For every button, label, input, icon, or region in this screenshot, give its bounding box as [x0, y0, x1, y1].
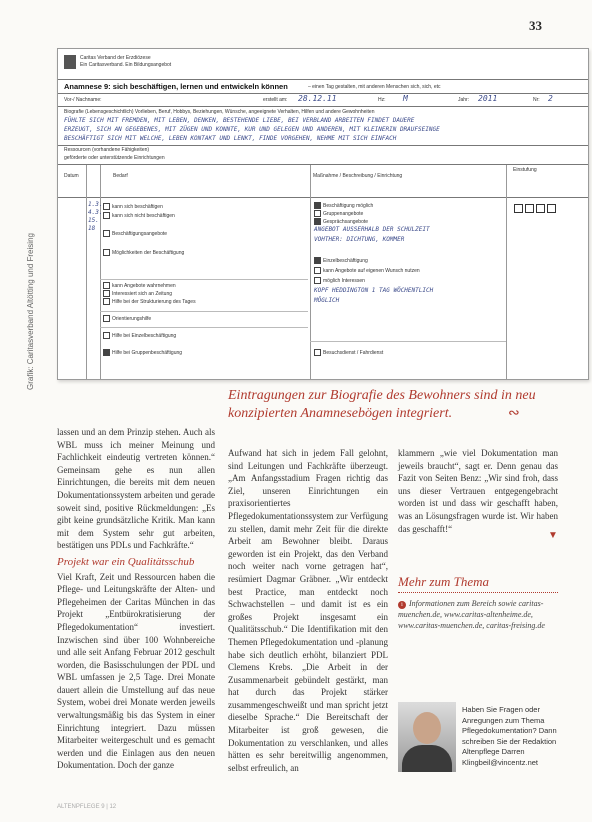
contact-box: Haben Sie Fragen oder Anregungen zum Thema Pflegedokumentation? Dann schreiben Sie der Redaktion Altenpflege Darren Klingbeil@vincentz.net [462, 705, 557, 767]
page-number: 33 [529, 18, 542, 33]
form-col-bedarf: Bedarf [113, 173, 128, 179]
form-rating-boxes [514, 204, 558, 215]
form-created-value: 28.12.11 [298, 94, 337, 103]
form-col-rule [310, 165, 311, 379]
article-paragraph: lassen und an dem Prinzip stehen. Auch als WBL muss ich meiner Meinung und Fachlichkeit eindeutig vertreten können.“ Gemeinsam gehe es nun allen Einrichtungen, die bereits mit dem neuen Dokumentationssystem arbeiten und gerade soweit sind, positive Rückmeldungen: „Es gibt keine grundsätzliche Kritik. Man kann mit dem System sehr gut arbeiten, bestätigen uns PDLs und Fachkräfte.“ [57, 427, 215, 551]
article-paragraph: klammern „wie viel Dokumentation man jeweils braucht“, sagt er. Denn genau das Fazit von Seiten Benz: „Wir sind froh, dass uns dieser Vertrauen entgegengebracht worden ist und dass wir geschafft haben, was an Lösungsfragen wurde ist. Wir haben das geschafft!“ [398, 448, 558, 534]
article-paragraph: Viel Kraft, Zeit und Ressourcen haben die Pflege- und Leitungskräfte der Alten- und Pflegeheimen der Caritas München in das Projekt „Entbürokratisierung der Pflegedokumentation“ investiert. Inzwischen sind über 100 Wohnbereiche und alle seit Anfang Februar 2012 geschult worden, die Basisschulungen der PDL und WBL umfassen je 2,5 Tage. Drei Monate dauert allein die Umstellung auf das neue System, wobei drei Monate werden jeweils verwaltungsmäßig bis das System in einer Einrichtung integriert. Dazu müssen Mitarbeiter weitergeschult und es gemacht werden und die Einlagen aus den neuen Dokumentation. Doch der ganze [57, 571, 215, 771]
form-col-einstufung: Einstufung [513, 167, 537, 173]
form-option: Möglichkeiten der Beschäftigung [103, 249, 184, 256]
form-option: kann sich beschäftigen [103, 203, 163, 210]
form-date-value: 2011 [478, 94, 498, 103]
form-option: Gruppenangebote [314, 210, 363, 217]
form-col-rule [506, 165, 507, 379]
form-option: kann Angebote wahrnehmen [103, 282, 176, 289]
form-divider [100, 311, 308, 312]
form-divider [100, 327, 308, 328]
form-nr-value: 2 [548, 94, 553, 103]
article-subhead: Projekt war ein Qualitätsschub [57, 555, 195, 568]
form-col-rule [86, 165, 87, 379]
form-option: Einzelbeschäftigung [314, 257, 368, 264]
form-name-label: Vor-/ Nachname: [64, 97, 102, 103]
form-divider [58, 164, 588, 165]
end-mark-icon: ▼ [548, 530, 558, 541]
form-divider [58, 197, 588, 198]
form-created-label: erstellt am: [263, 97, 288, 103]
form-date-entry: 18 [88, 225, 96, 232]
form-hw-line: FÜHLTE SICH MIT FREMDEN, MIT LEBEN, DENKEN, BESTEHENDE LIEBE, BEI VERBLAND ARBEITEN FINDET DAUERE [64, 117, 415, 124]
form-title: Anamnese 9: sich beschäftigen, lernen und entwickeln können [64, 82, 288, 91]
form-option: Hilfe bei der Strukturierung des Tages [103, 298, 196, 305]
more-on-topic-rule [398, 592, 558, 593]
form-hw-entry: ANGEBOT AUSSERHALB DER SCHULZEIT [314, 226, 430, 233]
swirl-ornament-icon: ∾ [508, 406, 520, 421]
form-divider [58, 79, 588, 80]
side-credit: Grafik: Caritasverband Altötting und Freising [26, 233, 35, 390]
form-option: kann Angebote auf eigenen Wunsch nutzen [314, 267, 420, 274]
form-nr-label: Nr: [533, 97, 540, 103]
form-date-entry: 1.3. [88, 201, 103, 208]
portrait-shoulders [402, 745, 452, 772]
form-hw-entry: MÖGLICH [314, 297, 340, 304]
form-resources-label: Ressourcen (vorhandene Fähigkeiten) [64, 147, 150, 153]
article-column-1 [57, 426, 215, 772]
form-col-datum: Datum [64, 173, 79, 179]
form-org-line2: Ein Caritasverband. Ein Bildungsangebot [80, 62, 172, 68]
form-date-entry: 4.3. [88, 209, 103, 216]
page-footer: ALTENPFLEGE 9 | 12 [57, 804, 117, 810]
form-title-note: – einen Tag gestalten, mit anderen Menschen sich, sich, etc [308, 84, 441, 90]
caritas-logo-icon [64, 55, 76, 69]
form-hw-entry: VOHTHER: DICHTUNG, KOMMER [314, 236, 405, 243]
form-divider [100, 279, 308, 280]
form-hw-line: ERZEUGT, SICH AN GEGEBENES, MIT ZÜGEN UND KONNTE, KUR UND GELEGEN UND ANDEREN, MIT KLEINERIN DRAUFSEINGE [64, 126, 440, 133]
more-on-topic-title: Mehr zum Thema [398, 574, 489, 589]
form-col-rule [100, 165, 101, 379]
article-paragraph: Aufwand hat sich in jedem Fall gelohnt, sind Leitungen und Fachkräfte überzeugt. „Am Anfangsstadium Fragen richtig das Ziel, unseren Einrichtungen ein praxisorientiertes Pflegedokumentationssystem zur Verfügung zu stellen, damit mehr Zeit für die direkte Arbeit am Bewohner bleibt. Daraus geworden ist ein Projekt, das den Verband noch weiter nach vorne getragen hat“, resümiert Dagmar Gräbner. „Wir entdeckt best Practice, man entdeckt noch Schwachstellen – und damit ist es ein großes Projekt insgesamt ein Qualitätsschub.“ Die Identifikation mit den Themen Pflegedokumentation und -planung habe sich deutlich erhöht, bilanziert PDL Clemens Krebs. „Die Arbeit in der Zusammenarbeit gebündelt gestärkt, man hat durch das Projekt stärker zusammengeschweißt und man spricht jetzt dieselbe Sprache.“ Die Bereitschaft der Mitarbeiter ist groß gewesen, die Dokumentation zu verschlanken, und alles hätten es sehr bereitwillig angenommen, selbst erfreulich, an [228, 448, 388, 773]
more-on-topic-links: i Informationen zum Bereich sowie caritas-muenchen.de, www.caritas-altenheime.de, www.caritas-muenchen.de, caritas-freising.de [398, 599, 545, 630]
form-bio-label: Biografie (Lebensgeschichtlich) Vorlieben, Beruf, Hobbys, Beziehungen, Wünsche, angeeignete Verhalten, Hilfen und andere Gewohnheiten [64, 109, 375, 115]
article-column-2 [228, 447, 388, 774]
form-hw-line: BESCHÄFTIGT SICH MIT WELCHE, LEBEN KONTAKT UND LENKT, FINDE VORGEHEN, NEHME MIT SICH EINFACH [64, 135, 397, 142]
article-column-3 [398, 447, 558, 535]
form-divider [310, 341, 506, 342]
figure-caption: Eintragungen zur Biografie des Bewohners sind in neu konzipierten Anamnesebögen integriert. [228, 388, 536, 421]
form-option: Beschäftigung möglich [314, 202, 373, 209]
form-support-label: geförderte oder unterstützende Einrichtungen [64, 155, 165, 161]
info-icon: i [398, 601, 406, 609]
form-option: Hilfe bei Einzelbeschäftigung [103, 332, 176, 339]
form-option: Hilfe bei Gruppenbeschäftigung [103, 349, 182, 356]
form-option: kann sich nicht beschäftigen [103, 212, 175, 219]
form-option: Besuchsdienst / Fahrdienst [314, 349, 383, 356]
portrait-head [413, 712, 441, 744]
form-divider [58, 145, 588, 146]
form-option: Orientierungshilfe [103, 315, 151, 322]
form-option: Interessiert sich an Zeitung [103, 290, 172, 297]
form-option: Gesprächsangebote [314, 218, 368, 225]
form-org-line1: Caritas Verband der Erzdiözese [80, 55, 151, 61]
form-date-label: Jahr: [458, 97, 470, 103]
form-option: Beschäftigungsangebote [103, 230, 167, 237]
form-hw-entry: KOPF HEDDINGTON 1 TAG WÖCHENTLICH [314, 287, 434, 294]
form-col-massnahme: Maßnahme / Beschreibung / Einrichtung [313, 173, 403, 179]
form-divider [58, 106, 588, 107]
form-hdz-label: Hz: [378, 97, 386, 103]
form-option: möglich Interessen [314, 277, 365, 284]
form-hdz-value: M [403, 94, 408, 103]
form-date-entry: 15. [88, 217, 99, 224]
anamnesis-form-image [57, 48, 589, 380]
